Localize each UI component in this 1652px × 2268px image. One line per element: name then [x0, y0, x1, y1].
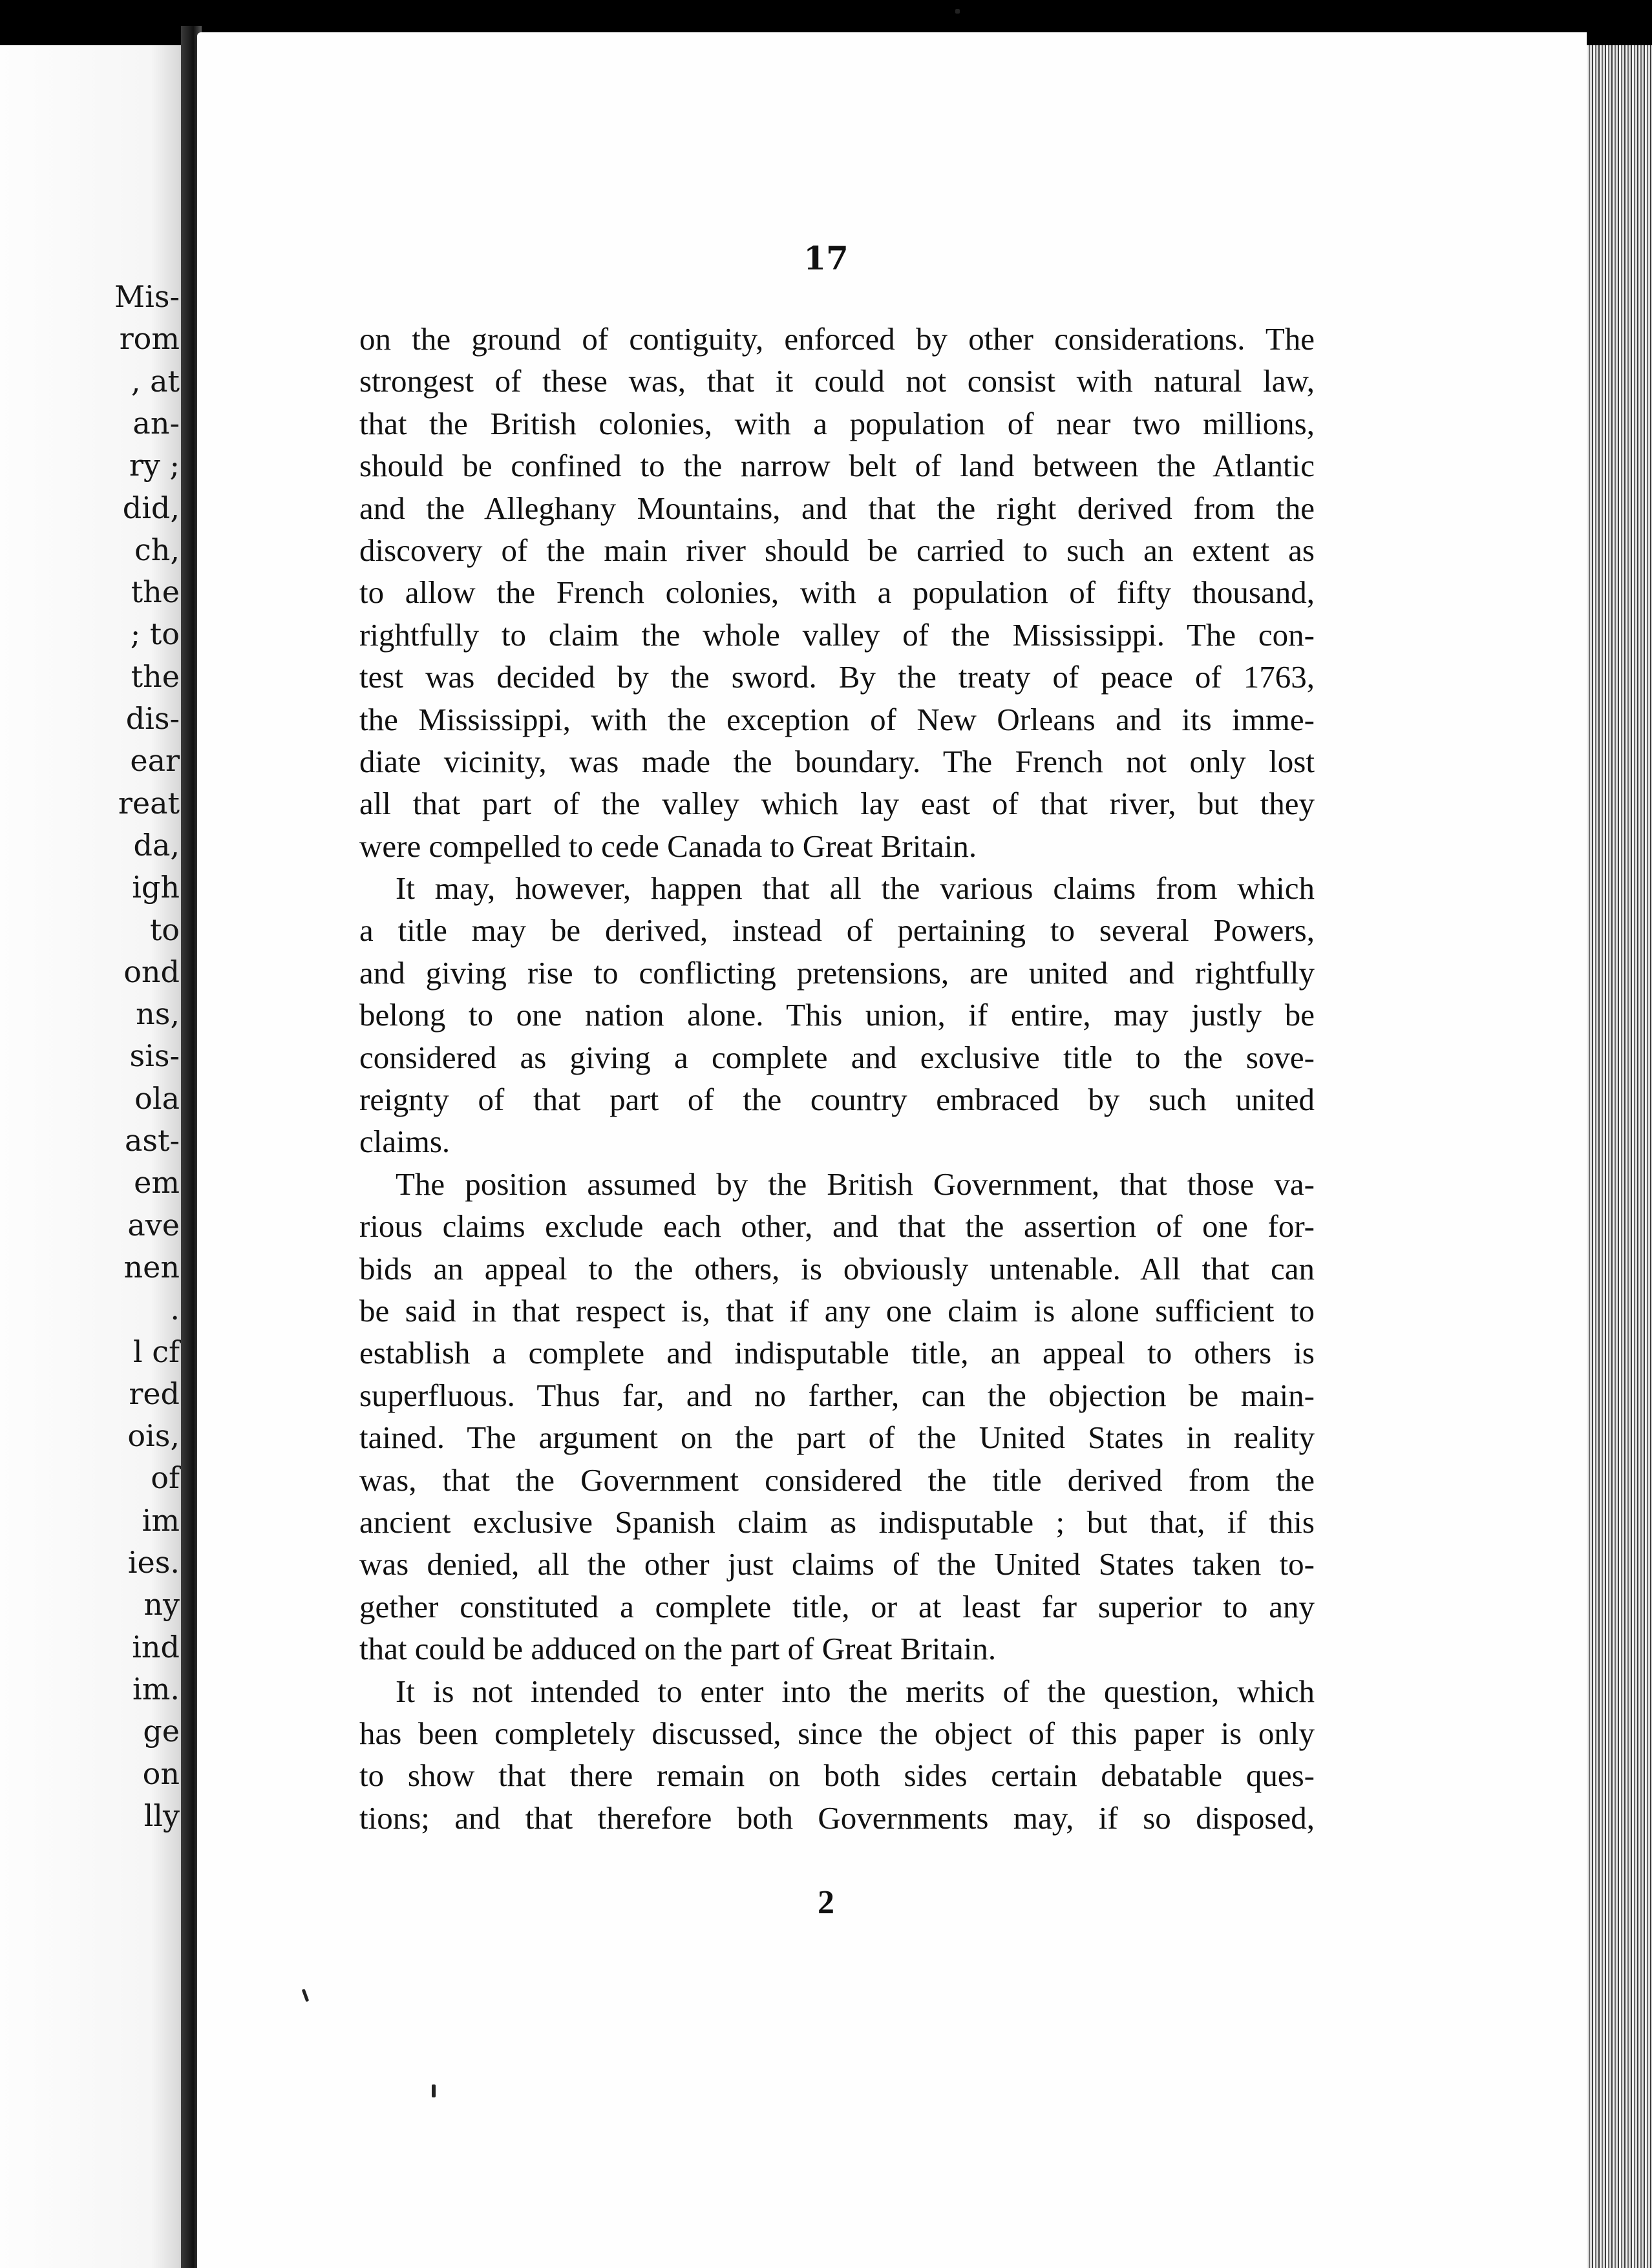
- text-line: diate vicinity, was made the boundary. The French not only lost: [359, 743, 1315, 779]
- facing-page-line-fragment: igh: [132, 870, 180, 905]
- text-line: The position assumed by the British Government, that those va-: [396, 1166, 1315, 1202]
- text-line: a title may be derived, instead of pertaining to several Powers,: [359, 912, 1315, 949]
- facing-page-line-fragment: sis-: [129, 1038, 180, 1074]
- text-line: It may, however, happen that all the various claims from which: [396, 870, 1315, 907]
- facing-page-line-fragment: reat: [118, 785, 180, 821]
- facing-page-line-fragment: an-: [132, 405, 180, 441]
- text-line: was, that the Government considered the title derived from the: [359, 1462, 1315, 1498]
- text-line: establish a complete and indisputable title, an appeal to others is: [359, 1335, 1315, 1371]
- facing-page-line-fragment: ; to: [130, 616, 180, 652]
- facing-page-line-fragment: ind: [132, 1629, 180, 1664]
- text-line: has been completely discussed, since the object of this paper is only: [359, 1715, 1315, 1751]
- facing-page-line-fragment: ave: [127, 1207, 180, 1243]
- facing-page-line-fragment: ge: [143, 1714, 180, 1749]
- facing-page-line-fragment: nen: [123, 1249, 180, 1285]
- body-text: [359, 318, 1315, 1839]
- text-line: It is not intended to enter into the merits of the question, which: [396, 1673, 1315, 1709]
- text-line: be said in that respect is, that if any one claim is alone sufficient to: [359, 1292, 1315, 1328]
- text-line: to show that there remain on both sides certain debatable ques-: [359, 1758, 1315, 1794]
- facing-page-line-fragment: did,: [122, 490, 180, 525]
- page-number: 17: [803, 239, 849, 277]
- facing-page-line-fragment: ies.: [127, 1545, 180, 1580]
- text-line: were compelled to cede Canada to Great Britain.: [359, 828, 977, 864]
- facing-page-line-fragment: on: [142, 1756, 180, 1791]
- facing-page-line-fragment: , at: [131, 363, 180, 399]
- text-line: rightfully to claim the whole valley of the Mississippi. The con-: [359, 616, 1315, 653]
- facing-page-line-fragment: lly: [143, 1798, 180, 1833]
- text-line: that could be adduced on the part of Great Britain.: [359, 1631, 997, 1667]
- text-line: that the British colonies, with a population of near two millions,: [359, 405, 1315, 441]
- text-line: reignty of that part of the country embraced by such united: [359, 1082, 1315, 1118]
- facing-page-line-fragment: red: [129, 1376, 180, 1411]
- text-line: on the ground of contiguity, enforced by other considerations. The: [359, 321, 1315, 357]
- text-line: discovery of the main river should be carried to such an extent as: [359, 532, 1315, 568]
- text-line: was denied, all the other just claims of the United States taken to-: [359, 1546, 1315, 1582]
- facing-page-line-fragment: dis-: [125, 701, 180, 736]
- facing-page-line-fragment: ns,: [136, 996, 180, 1032]
- text-line: superfluous. Thus far, and no farther, can the objection be main-: [359, 1377, 1315, 1413]
- ink-speck: [432, 2084, 436, 2097]
- facing-page-line-fragment: the: [131, 574, 180, 610]
- facing-page-line-fragment: im.: [132, 1671, 180, 1706]
- text-line: should be confined to the narrow belt of land between the Atlantic: [359, 448, 1315, 484]
- facing-page-line-fragment: ast-: [124, 1123, 180, 1158]
- facing-page-line-fragment: to: [149, 912, 180, 947]
- text-line: rious claims exclude each other, and that the assertion of one for-: [359, 1208, 1315, 1244]
- facing-page-line-fragment: im: [142, 1502, 180, 1538]
- text-line: all that part of the valley which lay east of that river, but they: [359, 786, 1315, 822]
- facing-page-line-fragment: ear: [130, 743, 180, 779]
- facing-page-line-fragment: em: [134, 1165, 180, 1201]
- text-line: belong to one nation alone. This union, if entire, may justly be: [359, 997, 1315, 1033]
- facing-page-line-fragment: the: [131, 658, 180, 694]
- text-line: to allow the French colonies, with a population of fifty thousand,: [359, 574, 1315, 611]
- facing-page-line-fragment: ond: [123, 954, 180, 989]
- facing-page-line-fragment: ois,: [127, 1418, 180, 1454]
- text-line: gether constituted a complete title, or at least far superior to any: [359, 1588, 1315, 1624]
- text-line: tained. The argument on the part of the United States in reality: [359, 1420, 1315, 1456]
- facing-page-line-fragment: of: [151, 1460, 180, 1496]
- text-line: bids an appeal to the others, is obviously untenable. All that can: [359, 1250, 1315, 1286]
- page-edges: [1587, 45, 1652, 2268]
- text-line: considered as giving a complete and exclusive title to the sove-: [359, 1039, 1315, 1075]
- facing-page-line-fragment: da,: [133, 827, 180, 863]
- facing-page-line-fragment: l cf: [132, 1334, 180, 1369]
- facing-page-line-fragment: rom: [119, 321, 180, 357]
- facing-page-line-fragment: ry ;: [129, 448, 180, 483]
- signature-mark: 2: [818, 1884, 834, 1921]
- facing-page-line-fragment: ch,: [134, 532, 180, 567]
- text-line: ancient exclusive Spanish claim as indisputable ; but that, if this: [359, 1504, 1315, 1540]
- text-line: test was decided by the sword. By the treaty of peace of 1763,: [359, 659, 1315, 695]
- facing-page-line-fragment: .: [170, 1292, 180, 1327]
- facing-page-line-fragment: ny: [143, 1587, 180, 1622]
- facing-page-line-fragment: Mis-: [114, 279, 180, 314]
- text-line: and giving rise to conflicting pretensions, are united and rightfully: [359, 954, 1315, 991]
- text-line: the Mississippi, with the exception of New Orleans and its imme-: [359, 701, 1315, 737]
- facing-page-line-fragment: ola: [134, 1080, 180, 1116]
- text-line: strongest of these was, that it could not consist with natural law,: [359, 363, 1315, 399]
- text-line: and the Alleghany Mountains, and that the right derived from the: [359, 490, 1315, 526]
- text-line: claims.: [359, 1124, 450, 1160]
- ink-speck: [955, 9, 960, 14]
- facing-page-fragment: [0, 45, 189, 2268]
- text-line: tions; and that therefore both Governments may, if so disposed,: [359, 1800, 1315, 1836]
